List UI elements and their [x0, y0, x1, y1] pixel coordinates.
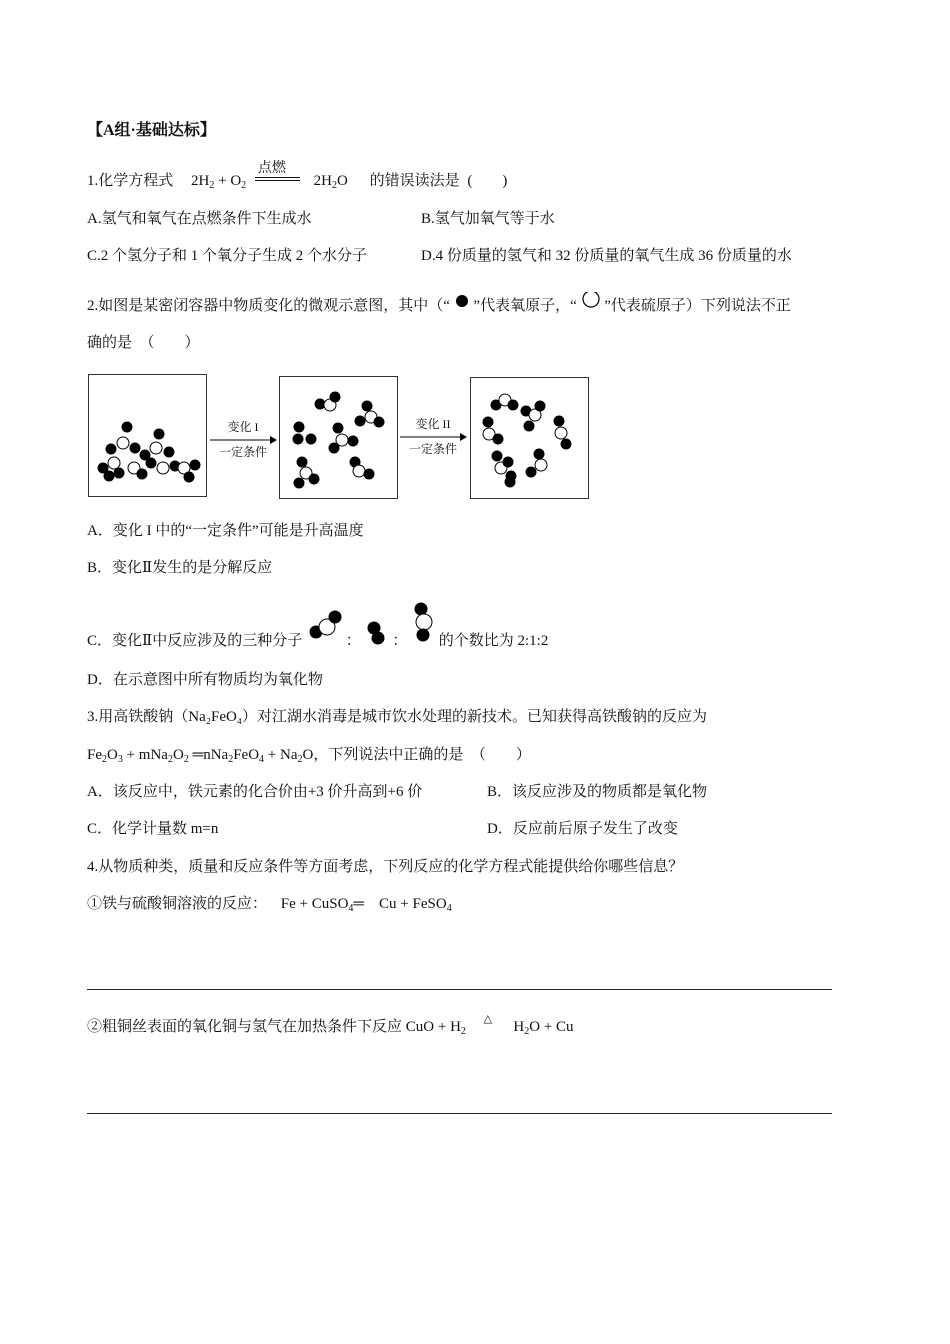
q4-item2-text: ②粗铜丝表面的氧化铜与氢气在加热条件下反应 — [87, 1019, 403, 1035]
q3-option-b: B．该反应涉及的物质都是氧化物 — [487, 784, 708, 800]
so3-molecule-icon — [411, 601, 435, 647]
change1-label: 变化 I — [227, 420, 259, 434]
sulfur-atom-icon — [581, 292, 601, 312]
initial-molecules — [89, 375, 206, 496]
q2-option-c-prefix: C．变化Ⅱ中反应涉及的三种分子 — [87, 633, 303, 649]
q2-option-b: B．变化Ⅱ发生的是分解反应 — [87, 560, 273, 576]
q4-stem: 4.从物质种类，质量和反应条件等方面考虑，下列反应的化学方程式能提供给你哪些信息？ — [87, 859, 684, 875]
q1-stem — [87, 161, 508, 191]
change2-label: 变化 II — [415, 417, 451, 431]
o2-molecule-icon — [364, 617, 388, 647]
diagram-box-initial — [88, 374, 207, 497]
q2-option-d: D．在示意图中所有物质均为氧化物 — [87, 672, 323, 688]
final-molecules — [471, 378, 588, 498]
q2-option-a: A．变化 I 中的“一定条件”可能是升高温度 — [87, 523, 364, 539]
q4-item2-products: $H_2O + Cu$ — [513, 1019, 574, 1037]
q1-paren: ( ) — [467, 173, 508, 189]
change1-condition: 一定条件 — [218, 445, 267, 459]
q3-option-a: A．该反应中，铁元素的化合价由+3 价升高到+6 价 — [87, 784, 423, 800]
q3-option-c: C．化学计量数 m=n — [87, 821, 219, 837]
q2-stem-line1 — [87, 296, 791, 316]
q4-item2-reactants: CuO + $H_2$ — [405, 1019, 466, 1037]
q2-stem-part-c: ”代表硫原子）下列说法不正 — [604, 298, 791, 314]
q3-line2-suffix: ，下列说法中正确的是 （ ） — [313, 747, 531, 763]
diagram-box-final — [470, 377, 589, 499]
q1-product: $2H_2O$ — [313, 173, 348, 191]
answer-line-1[interactable] — [87, 989, 832, 990]
section-title: 【A组·基础达标】 — [87, 122, 216, 139]
q4-item1-text: ①铁与硫酸铜溶液的反应： — [87, 896, 268, 912]
heat-icon: △ — [483, 1013, 493, 1025]
q1-option-c: C.2 个氢分子和 1 个氧分子生成 2 个水分子 — [87, 248, 368, 264]
q1-stem-suffix: 的错误读法是 — [369, 173, 460, 189]
diagram-box-middle — [279, 376, 398, 499]
change2-condition: 一定条件 — [408, 442, 457, 456]
q3-line1: 3.用高铁酸钠（Na₂FeO₄）对江湖水消毒是城市饮水处理的新技术。已知获得高铁酸钠的反应为 — [87, 709, 708, 725]
q1-option-d: D.4 份质量的氢气和 32 份质量的氧气生成 36 份质量的水 — [421, 248, 792, 264]
q3-equation: $Fe_2O_3 + mNa_2O_2$ ═nNa$_2$FeO$_4$ + $Na_2O$ — [87, 747, 314, 765]
q2-stem-line2: 确的是 （ ） — [87, 335, 200, 351]
q3-option-d: D．反应前后原子发生了改变 — [487, 821, 678, 837]
q1-option-a: A.氢气和氧气在点燃条件下生成水 — [87, 211, 312, 227]
q1-arrow — [250, 161, 310, 191]
q3-line2 — [87, 745, 531, 765]
q2-option-c-sep2: ： — [392, 633, 408, 649]
answer-line-2[interactable] — [87, 1113, 832, 1114]
q1-reactants: $2H_2 + O_2$ — [191, 173, 247, 191]
q4-item1-equation: Fe + CuSO$_4$═ Cu + FeSO$_4$ — [280, 896, 452, 914]
q2-stem-part-b: ”代表氧原子，“ — [473, 298, 577, 314]
q1-condition: 点燃 — [257, 161, 286, 176]
q2-option-c-suffix: 的个数比为 2:1:2 — [438, 633, 549, 649]
q4-item1 — [87, 894, 452, 914]
q1-option-b: B.氢气加氧气等于水 — [421, 211, 555, 227]
q2-option-c — [87, 629, 548, 651]
q4-heat-condition — [470, 1013, 510, 1037]
q2-stem-part-a: 2.如图是某密闭容器中物质变化的微观示意图，其中（“ — [87, 298, 450, 314]
q4-item2 — [87, 1013, 574, 1037]
oxygen-atom-icon — [454, 295, 470, 311]
q1-stem-prefix: 1.化学方程式 — [87, 173, 174, 189]
q2-option-c-sep1: ： — [345, 633, 361, 649]
middle-molecules — [280, 377, 397, 498]
so2-molecule-icon — [306, 607, 342, 647]
